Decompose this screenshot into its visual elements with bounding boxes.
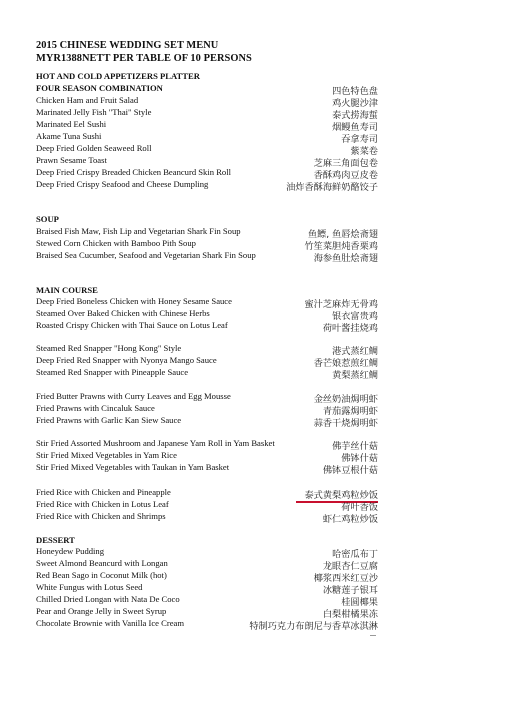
item-zh: 港式蒸红鲷 — [332, 346, 378, 357]
item-zh: 紫菜卷 — [350, 146, 378, 157]
menu-item — [36, 438, 378, 450]
menu-item — [36, 238, 378, 250]
item-en: Fried Rice with Chicken and Shrimps — [36, 511, 166, 521]
menu-item — [36, 250, 378, 262]
item-zh: 佛钵豆根什菇 — [322, 465, 378, 476]
item-zh: 金丝奶油焗明虾 — [313, 394, 378, 405]
menu-item — [36, 511, 378, 523]
page-mark — [370, 635, 376, 636]
item-zh: 泰式黄梨鸡粒炒饭 — [304, 490, 378, 501]
item-en: Deep Fried Crispy Seafood and Cheese Dumpling — [36, 179, 209, 189]
item-en: Steamed Over Baked Chicken with Chinese Herbs — [36, 308, 210, 318]
menu-price-line: MYR1388NETT PER TABLE OF 10 PERSONS — [36, 53, 252, 64]
item-en: Sweet Almond Beancurd with Longan — [36, 558, 168, 568]
item-en: Stir Fried Mixed Vegetables in Yam Rice — [36, 450, 177, 460]
item-zh: 白梨柑橘果冻 — [322, 609, 378, 620]
item-zh: 烟鳗鱼寿司 — [332, 122, 378, 133]
item-zh: 竹笙菜胆炖香栗鸡 — [304, 241, 378, 252]
menu-item — [36, 570, 378, 582]
item-en: Chocolate Brownie with Vanilla Ice Cream — [36, 618, 185, 628]
menu-item — [36, 226, 378, 238]
item-en: Stir Fried Mixed Vegetables with Taukan in Yam Basket — [36, 462, 230, 472]
menu-title: 2015 CHINESE WEDDING SET MENU — [36, 40, 219, 51]
item-en: Steamed Red Snapper "Hong Kong" Style — [36, 343, 182, 353]
menu-item — [36, 462, 378, 474]
item-en: Pear and Orange Jelly in Sweet Syrup — [36, 606, 167, 616]
item-en: Braised Sea Cucumber, Seafood and Vegetarian Shark Fin Soup — [36, 250, 256, 260]
item-zh: 哈密瓜布丁 — [332, 549, 378, 560]
menu-item — [36, 143, 378, 155]
item-zh: 香芒娘惹煎红鲷 — [313, 358, 378, 369]
menu-item — [36, 594, 378, 606]
item-en: Honeydew Pudding — [36, 546, 105, 556]
section-heading-appetizers: HOT AND COLD APPETIZERS PLATTER — [36, 71, 200, 81]
item-en: Marinated Jelly Fish "Thai" Style — [36, 107, 152, 117]
menu-item — [36, 296, 378, 308]
menu-item — [36, 179, 378, 191]
item-zh: 椰浆西米红豆沙 — [313, 573, 378, 584]
item-en: White Fungus with Lotus Seed — [36, 582, 143, 592]
item-en: Prawn Sesame Toast — [36, 155, 107, 165]
section-heading-soup: SOUP — [36, 214, 59, 224]
menu-item — [36, 119, 378, 131]
item-zh: 黄梨蒸红鲷 — [332, 370, 378, 381]
menu-item — [36, 391, 378, 403]
menu-item — [36, 367, 378, 379]
item-zh: 银衣富贵鸡 — [332, 311, 378, 322]
item-zh: 吞拿寿司 — [341, 134, 378, 145]
menu-item — [36, 403, 378, 415]
menu-item — [36, 107, 378, 119]
item-zh: 鸡火腿沙津 — [332, 98, 378, 109]
menu-item — [36, 155, 378, 167]
item-en: Roasted Crispy Chicken with Thai Sauce on Lotus Leaf — [36, 320, 228, 330]
item-zh: 特制巧克力布朗尼与香草冰淇淋 — [249, 621, 378, 632]
item-zh: 鱼鳔, 鱼唇烩斋翅 — [307, 229, 378, 240]
item-en: Marinated Eel Sushi — [36, 119, 107, 129]
menu-item — [36, 582, 378, 594]
item-en: Akame Tuna Sushi — [36, 131, 102, 141]
item-zh: 蜜汁芝麻炸无骨鸡 — [304, 299, 378, 310]
subheading-en: FOUR SEASON COMBINATION — [36, 83, 163, 93]
item-en: Fried Butter Prawns with Curry Leaves and Egg Mousse — [36, 391, 231, 401]
item-zh: 香酥鸡肉豆皮卷 — [313, 170, 378, 181]
item-en: Stewed Corn Chicken with Bamboo Pith Soup — [36, 238, 196, 248]
menu-item — [36, 415, 378, 427]
menu-item-highlighted — [36, 487, 378, 499]
item-en: Deep Fried Crispy Breaded Chicken Beancurd Skin Roll — [36, 167, 231, 177]
item-zh: 龙眼杏仁豆腐 — [322, 561, 378, 572]
appetizer-subheading — [36, 83, 378, 95]
item-zh: 佛芋丝什菇 — [332, 441, 378, 452]
menu-item — [36, 450, 378, 462]
item-en: Chilled Dried Longan with Nata De Coco — [36, 594, 180, 604]
item-en: Fried Prawns with Garlic Kan Siew Sauce — [36, 415, 182, 425]
item-en: Deep Fried Boneless Chicken with Honey Sesame Sauce — [36, 296, 232, 306]
menu-item — [36, 308, 378, 320]
menu-item — [36, 355, 378, 367]
menu-item — [36, 167, 378, 179]
menu-item — [36, 95, 378, 107]
item-zh: 蒜香干烧焗明虾 — [313, 418, 378, 429]
item-zh: 虾仁鸡粒炒饭 — [322, 514, 378, 525]
item-en: Deep Fried Golden Seaweed Roll — [36, 143, 152, 153]
item-zh: 荷叶香饭 — [341, 502, 378, 513]
menu-item — [36, 606, 378, 618]
item-zh: 海参鱼肚烩斋翅 — [313, 253, 378, 264]
item-en: Fried Rice with Chicken and Pineapple — [36, 487, 171, 497]
menu-item — [36, 618, 378, 630]
menu-item — [36, 499, 378, 511]
item-en: Red Bean Sago in Coconut Milk (hot) — [36, 570, 167, 580]
item-zh: 荷叶酱挂烧鸡 — [322, 323, 378, 334]
item-zh: 油炸香酥海鲜奶酪饺子 — [286, 182, 378, 193]
item-zh: 冰糖莲子银耳 — [322, 585, 378, 596]
item-zh: 泰式捞海蜇 — [332, 110, 378, 121]
item-en: Braised Fish Maw, Fish Lip and Vegetarian Shark Fin Soup — [36, 226, 241, 236]
item-en: Fried Prawns with Cincaluk Sauce — [36, 403, 155, 413]
item-zh: 佛钵什菇 — [341, 453, 378, 464]
menu-item — [36, 546, 378, 558]
menu-item — [36, 343, 378, 355]
menu-item — [36, 558, 378, 570]
section-heading-dessert: DESSERT — [36, 535, 75, 545]
item-zh: 芝麻三角面包卷 — [313, 158, 378, 169]
subheading-zh: 四色特色盘 — [332, 86, 378, 97]
menu-item — [36, 320, 378, 332]
item-en: Deep Fried Red Snapper with Nyonya Mango Sauce — [36, 355, 217, 365]
item-en: Chicken Ham and Fruit Salad — [36, 95, 139, 105]
item-zh: 桂圆椰果 — [341, 597, 378, 608]
item-en: Fried Rice with Chicken in Lotus Leaf — [36, 499, 169, 509]
section-heading-main-course: MAIN COURSE — [36, 285, 98, 295]
menu-item — [36, 131, 378, 143]
item-zh: 青茄露焗明虾 — [322, 406, 378, 417]
item-en: Stir Fried Assorted Mushroom and Japanese Yam Roll in Yam Basket — [36, 438, 275, 448]
item-en: Steamed Red Snapper with Pineapple Sauce — [36, 367, 189, 377]
